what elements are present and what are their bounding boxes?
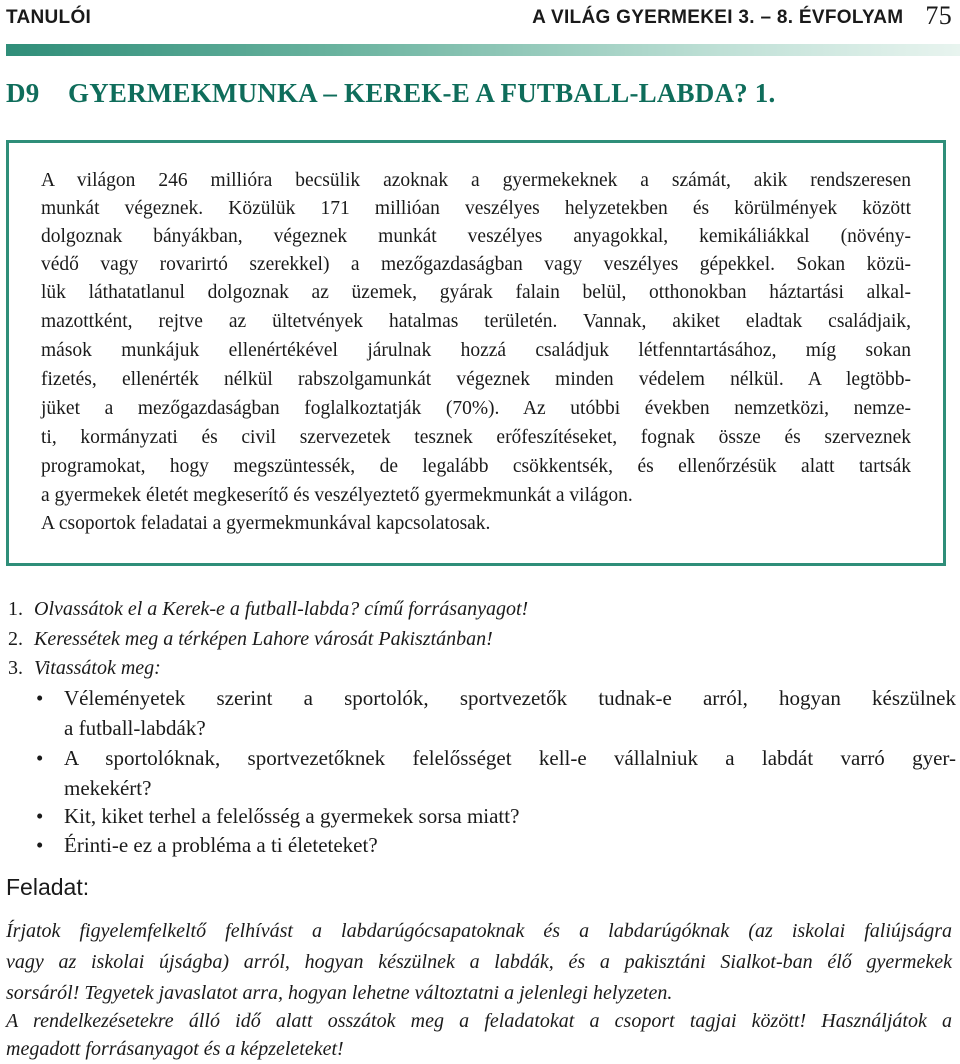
task-number: 2. bbox=[8, 628, 23, 650]
intro-line: fizetés, ellenérték nélkül rabszolgamunkát végeznek minden védelem nélkül. A legtöbb- bbox=[41, 369, 911, 390]
bullet-continuation: mekekért? bbox=[64, 776, 152, 800]
intro-line: védő vagy rovarirtó szerekkel) a mezőgazdaságban vagy veszélyes gépekkel. Sokan közü- bbox=[41, 254, 911, 275]
intro-box bbox=[6, 140, 946, 566]
intro-line: munkát végeznek. Közülük 171 millióan veszélyes helyzetekben és körülmények között bbox=[41, 198, 911, 219]
intro-line: lük láthatatlanul dolgoznak az üzemek, gyárak falain belül, otthonokban háztartási alkal- bbox=[41, 282, 911, 303]
intro-line: dolgoznak bányákban, végeznek munkát veszélyes anyagokkal, kemikáliákkal (növény- bbox=[41, 226, 911, 247]
feladat-line: sorsáról! Tegyetek javaslatot arra, hogyan lehetne változtatni a jelenlegi helyzeten. bbox=[6, 982, 673, 1004]
task-number: 3. bbox=[8, 657, 23, 679]
bullet-dot: • bbox=[36, 833, 44, 857]
intro-line: A csoportok feladatai a gyermekmunkával kapcsolatosak. bbox=[41, 513, 491, 534]
intro-line: a gyermekek életét megkeserítő és veszélyeztető gyermekmunkát a világon. bbox=[41, 485, 633, 506]
task-text: Olvassátok el a Kerek-e a futball-labda? című forrásanyagot! bbox=[34, 598, 529, 620]
feladat-line: vagy az iskolai újságba) arról, hogyan készülnek a labdák, és a pakisztáni Sialkot-ban élő gyermekek bbox=[6, 951, 952, 973]
feladat-line: megadott forrásanyagot és a képzeleteket! bbox=[6, 1038, 344, 1060]
page-header bbox=[6, 0, 952, 36]
bullet-text: Érinti-e ez a probléma a ti életeteket? bbox=[64, 833, 378, 857]
feladat-line: Írjatok figyelemfelkeltő felhívást a labdarúgócsapatoknak és a labdarúgóknak (az iskolai faliújságra bbox=[6, 920, 952, 942]
bullet-dot: • bbox=[36, 804, 44, 828]
bullet-text: A sportolóknak, sportvezetőknek felelősséget kell-e vállalniuk a labdát varró gyer- bbox=[64, 746, 956, 770]
intro-line: programokat, hogy megszüntessék, de legalább csökkentsék, és ellenőrzésük alatt tartsák bbox=[41, 456, 911, 477]
bullet-text: Véleményetek szerint a sportolók, sportvezetők tudnak-e arról, hogyan készülnek bbox=[64, 686, 956, 710]
feladat-heading: Feladat: bbox=[6, 874, 90, 900]
title-text: GYERMEKMUNKA – KEREK-E A FUTBALL-LABDA? 1. bbox=[68, 78, 776, 108]
task-text: Keressétek meg a térképen Lahore városát Pakisztánban! bbox=[34, 628, 493, 650]
page-number: 75 bbox=[925, 1, 952, 30]
title-code: D9 bbox=[6, 78, 40, 108]
intro-line: A világon 246 millióra becsülik azoknak a gyermekeknek a számát, akik rendszeresen bbox=[41, 170, 911, 191]
task-item bbox=[8, 657, 161, 680]
intro-line: mások munkájuk ellenértékével járulnak hozzá családjuk létfenntartásához, míg sokan bbox=[41, 340, 911, 361]
feladat-line: A rendelkezésetekre álló idő alatt osszátok meg a feladatokat a csoport tagjai között! Használjátok a bbox=[6, 1010, 952, 1032]
bullet-text: Kit, kiket terhel a felelősség a gyermekek sorsa miatt? bbox=[64, 804, 520, 828]
header-left-label: TANULÓI bbox=[6, 7, 92, 28]
task-text: Vitassátok meg: bbox=[34, 657, 161, 679]
bullet-continuation: a futball-labdák? bbox=[64, 716, 206, 740]
page-title bbox=[6, 78, 775, 109]
bullet-dot: • bbox=[36, 746, 44, 770]
task-item bbox=[8, 598, 528, 621]
bullet-dot: • bbox=[36, 686, 44, 710]
task-number: 1. bbox=[8, 598, 23, 620]
intro-line: mazottként, rejtve az ültetvények hatalmas területén. Vannak, akiket eladtak családjaik, bbox=[41, 311, 911, 332]
intro-line: ti, kormányzati és civil szervezetek tesznek erőfeszítéseket, fognak össze és szerveznek bbox=[41, 427, 911, 448]
header-gradient-bar bbox=[6, 44, 960, 56]
intro-line: jüket a mezőgazdaságban foglalkoztatják (70%). Az utóbbi években nemzetközi, nemze- bbox=[41, 398, 911, 419]
task-item bbox=[8, 628, 493, 651]
header-series-title: A VILÁG GYERMEKEI 3. – 8. ÉVFOLYAM bbox=[532, 7, 904, 28]
